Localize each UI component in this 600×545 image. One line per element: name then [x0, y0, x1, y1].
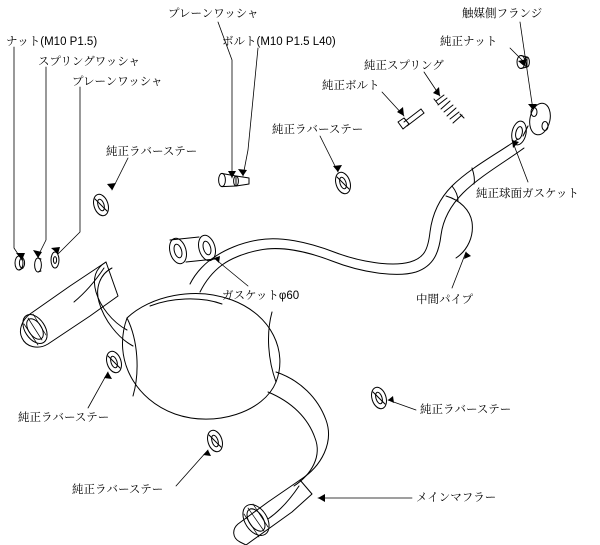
label-genuine-rubber-stay-5: 純正ラバーステー [72, 484, 164, 496]
label-genuine-rubber-stay-1: 純正ラバーステー [106, 146, 198, 158]
label-plain-washer-top: プレーンワッシャ [168, 8, 259, 20]
label-genuine-bolt: 純正ボルト [322, 80, 380, 92]
label-bolt-m10: ボルト(M10 P1.5 L40) [222, 36, 336, 48]
label-genuine-spring: 純正スプリング [364, 60, 444, 72]
bolt-and-washer [219, 173, 249, 186]
label-genuine-nut: 純正ナット [440, 36, 498, 48]
label-catalyst-side-flange: 触媒側フランジ [462, 8, 543, 20]
label-gasket-phi60: ガスケットφ60 [222, 290, 300, 302]
label-genuine-spherical-gasket: 純正球面ガスケット [476, 188, 579, 200]
tail-pipe-tips [18, 262, 312, 545]
label-nut-m10: ナット(M10 P1.5) [6, 36, 98, 48]
leader-lines [14, 22, 533, 498]
label-center-pipe: 中間パイプ [416, 294, 474, 306]
label-genuine-rubber-stay-3: 純正ラバーステー [420, 404, 512, 416]
label-genuine-rubber-stay-4: 純正ラバーステー [18, 412, 110, 424]
label-plain-washer-left: プレーンワッシャ [72, 76, 163, 88]
rubber-stay-grommets [91, 170, 389, 453]
label-genuine-rubber-stay-2: 純正ラバーステー [272, 124, 364, 136]
label-main-muffler: メインマフラー [416, 492, 497, 504]
gasket-phi60-parts [167, 233, 219, 265]
catalyst-flange-part [517, 56, 553, 137]
label-spring-washer: スプリングワッシャ [38, 56, 141, 68]
genuine-spring-part [434, 95, 464, 123]
main-muffler-body [122, 294, 279, 420]
